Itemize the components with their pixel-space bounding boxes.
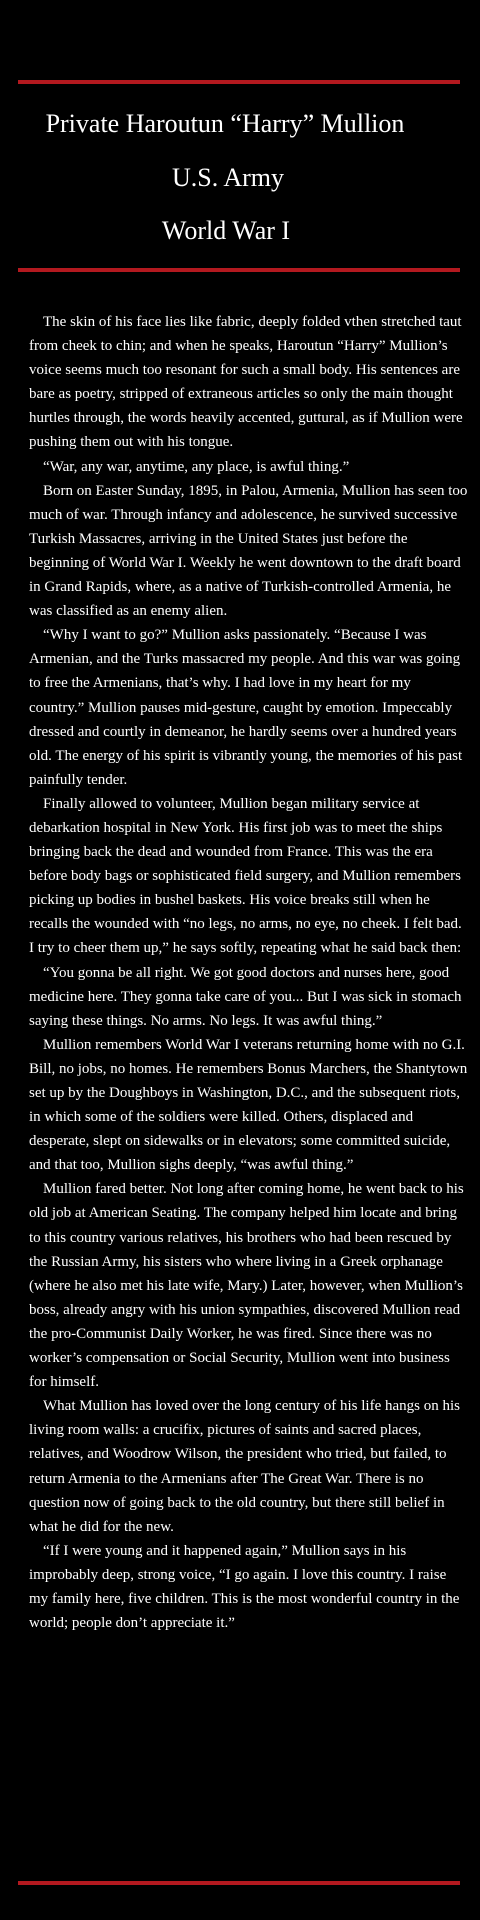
- paragraph: “You gonna be all right. We got good doctors and nurses here, good medicine here. They gonna take care of you... But I was sick in stomach saying these things. No arms. No legs. It was awful thing.”: [29, 964, 462, 1029]
- paragraph: What Mullion has loved over the long century of his life hangs on his living room walls: a crucifix, pictures of saints and sacred places, relatives, and Woodrow Wilson, the president who tried, but failed, to return Armenia to the Armenians after The Great War. There is no question now of going back to the old country, but there still belief in what he did for the new.: [29, 1398, 461, 1535]
- paragraph: Born on Easter Sunday, 1895, in Palou, Armenia, Mullion has seen too much of war. Through infancy and adolescence, he survived successive Turkish Massacres, arriving in the United States just before the beginning of World War I. Weekly he went downtown to the draft board in Grand Rapids, where, as a native of Turkish-controlled Armenia, he was classified as an enemy alien.: [29, 482, 468, 620]
- paragraph: “Why I want to go?” Mullion asks passionately. “Because I was Armenian, and the Turks massacred my people. And this war was going to free the Armenians, that’s why. I had love in my heart for my country.” Mullion pauses mid-gesture, caught by emotion. Impeccably dressed and courtly in demeanor, he hardly seems over a hundred years old. The energy of his spirit is vibrantly young, the memories of his past painfully tender.: [29, 627, 463, 788]
- paragraph: Finally allowed to volunteer, Mullion began military service at debarkation hospital in New York. His first job was to meet the ships bringing back the dead and wounded from France. This was the era before body bags or sophisticated field surgery, and Mullion remembers picking up bodies in bushel baskets. His voice breaks still when he recalls the wounded with “no legs, no arms, no eye, no cheek. I felt bad. I try to cheer them up,” he says softly, repeating what he said back then:: [29, 795, 462, 957]
- war-served: World War I: [161, 216, 291, 245]
- service-branch: U.S. Army: [172, 163, 284, 192]
- title-block: [0, 84, 480, 268]
- middle-red-rule: [18, 268, 460, 272]
- paragraph: Mullion remembers World War I veterans returning home with no G.I. Bill, no jobs, no homes. He remembers Bonus Marchers, the Shantytown set up by the Doughboys in Washington, D.C., and the subsequent riots, in which some of the soldiers were killed. Others, displaced and desperate, slept on sidewalks or in elevators; some committed suicide, and that too, Mullion sighs deeply, “was awful thing.”: [29, 1036, 468, 1174]
- story-body: [29, 310, 469, 1635]
- paragraph: “If I were young and it happened again,” Mullion says in his improbably deep, strong voice, “I go again. I love this country. I raise my family here, five children. This is the most wonderful country in the world; people don’t appreciate it.”: [29, 1542, 460, 1632]
- paragraph: Mullion fared better. Not long after coming home, he went back to his old job at American Seating. The company helped him locate and bring to this country various relatives, his brothers who had been rescued by the Russian Army, his sisters who where living in a Greek orphanage (where he also met his late wife, Mary.) Later, however, when Mullion’s boss, already angry with his union sympathies, discovered Mullion read the pro-Communist Daily Worker, he was fired. Since there was no worker’s compensation or Social Security, Mullion went into business for himself.: [29, 1181, 464, 1391]
- paragraph: “War, any war, anytime, any place, is awful thing.”: [43, 458, 350, 475]
- veteran-name: Private Haroutun “Harry” Mullion: [45, 109, 405, 138]
- bottom-red-rule: [18, 1881, 460, 1885]
- paragraph: The skin of his face lies like fabric, deeply folded vthen stretched taut from cheek to chin; and when he speaks, Haroutun “Harry” Mullion’s voice seems much too resonant for such a small body. His sentences are bare as poetry, stripped of extraneous articles so only the main thought hurtles through, the words heavily accented, guttural, as if Mullion were pushing them out with his tongue.: [29, 314, 463, 451]
